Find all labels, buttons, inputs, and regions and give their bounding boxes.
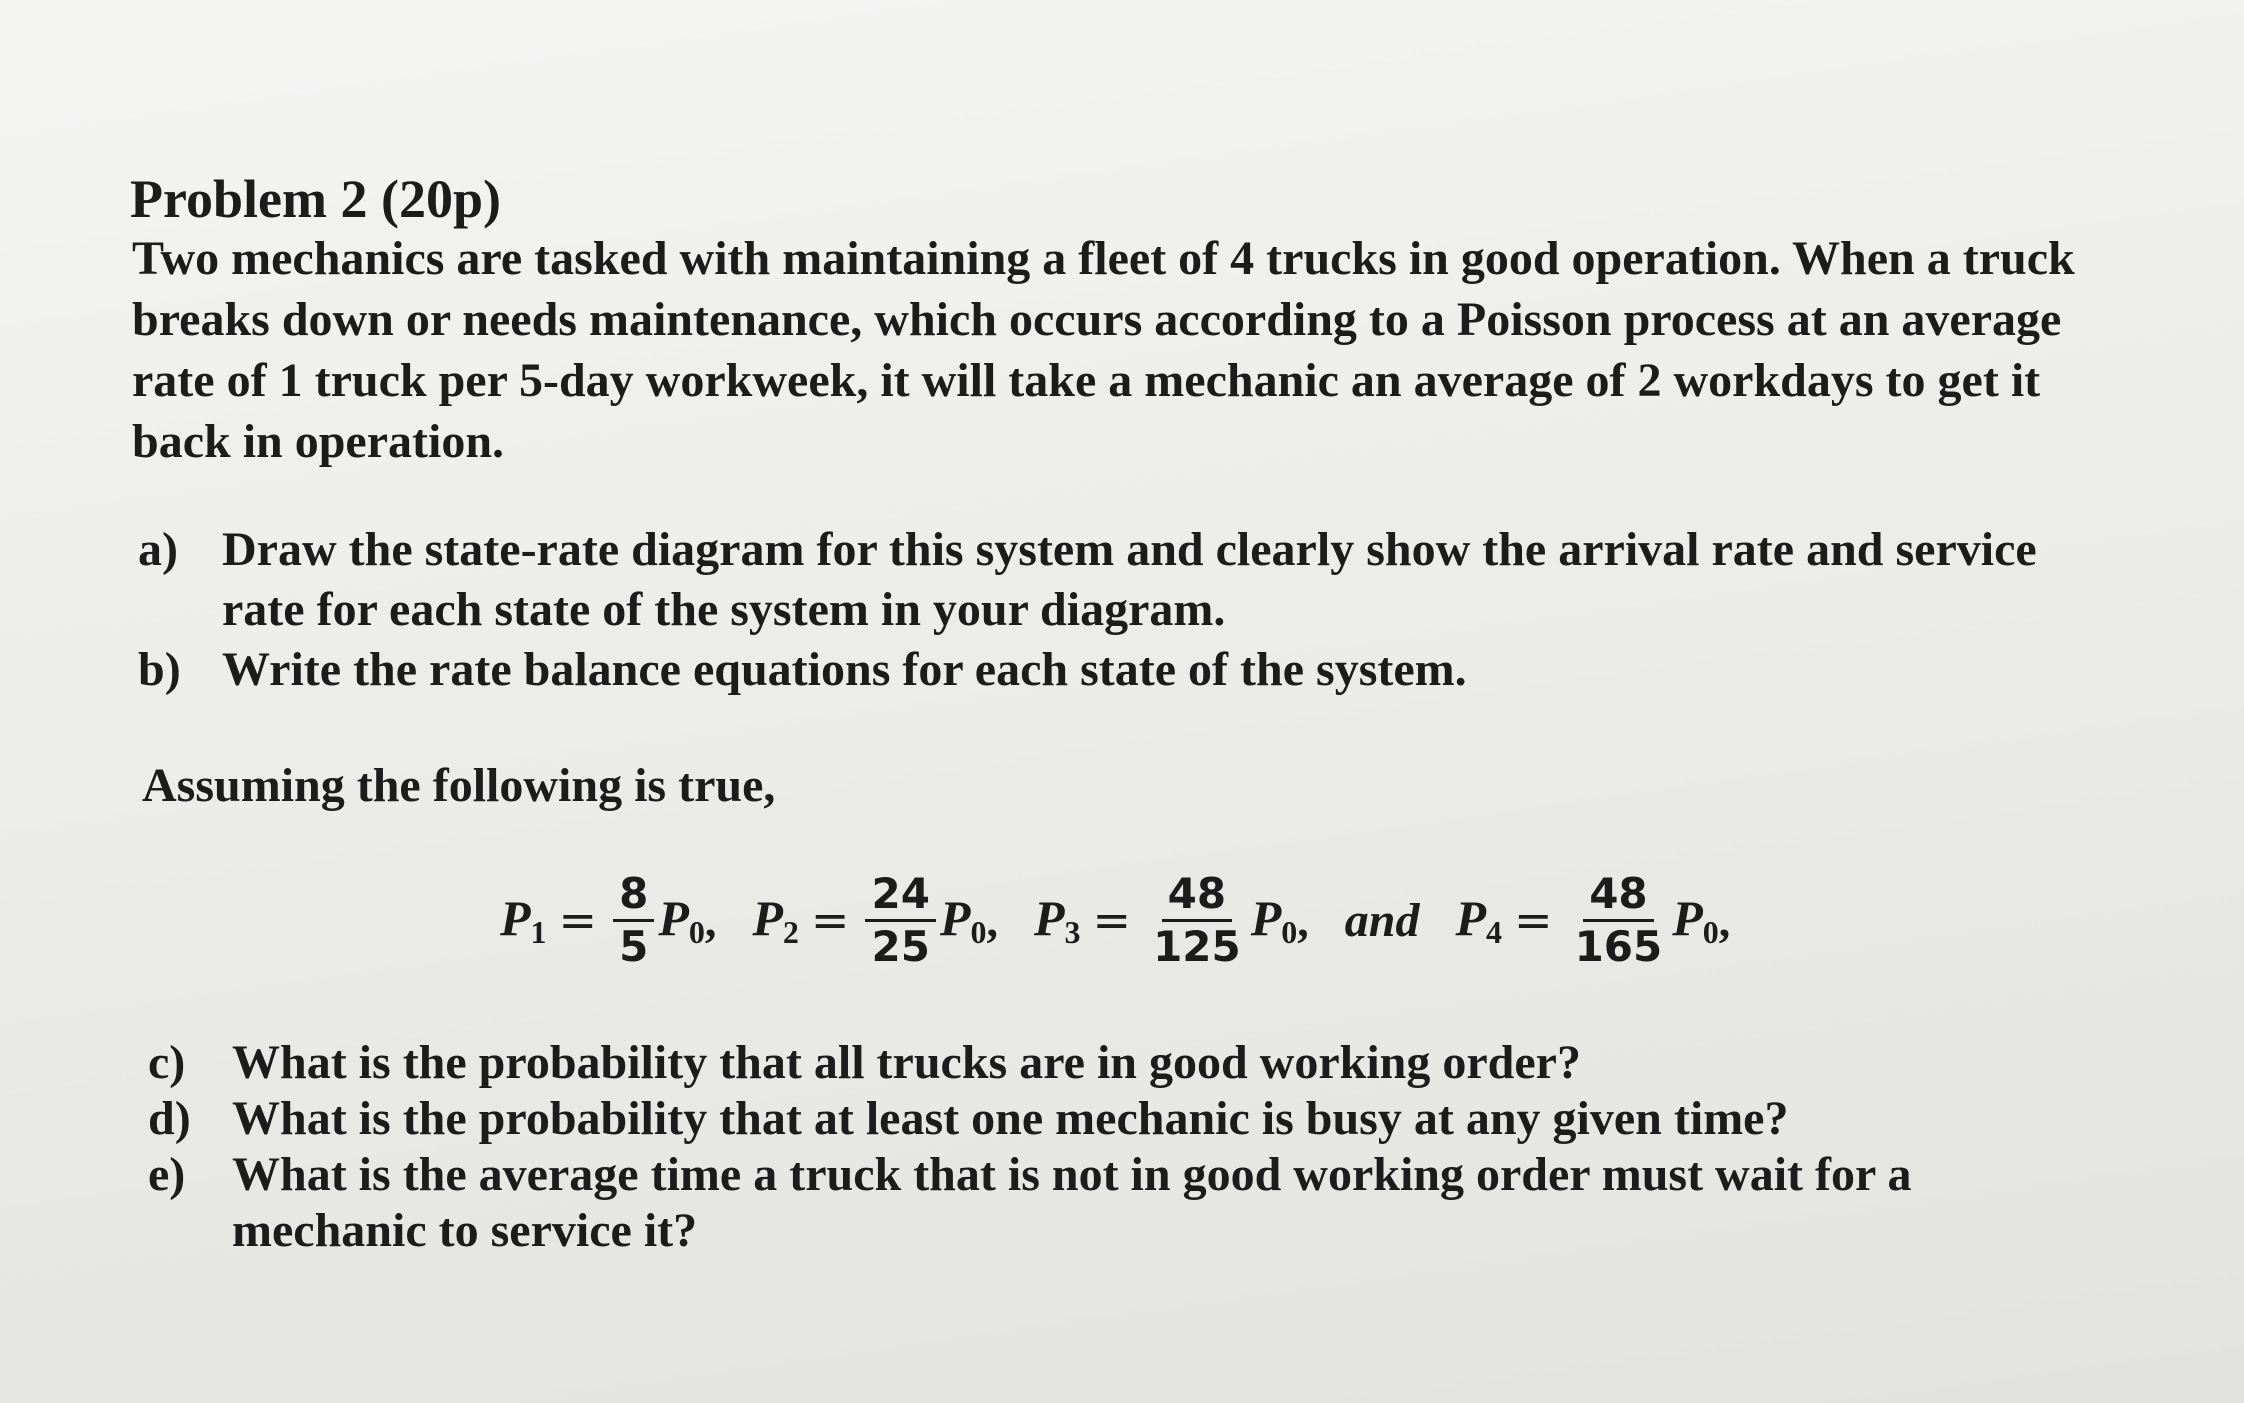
question-text: Draw the state-rate diagram for this system and clearly show the arrival rate and service rate for each state of the system in your diagram. xyxy=(222,523,2037,636)
fraction xyxy=(613,868,654,971)
equation-variable: $P_4$ xyxy=(1455,890,1503,950)
question-item-a xyxy=(138,520,2098,640)
question-text: Write the rate balance equations for each state of the system. xyxy=(222,643,1467,696)
fraction-denominator: 5 xyxy=(619,921,649,971)
equation-p2 xyxy=(752,868,1034,971)
equation-p3 xyxy=(1033,868,1345,971)
fraction xyxy=(865,868,935,971)
equals-sign: = xyxy=(1514,893,1553,947)
probability-equations xyxy=(500,855,1766,985)
fraction-numerator: 8 xyxy=(613,871,654,922)
question-label: a) xyxy=(138,523,178,576)
fraction-numerator: 48 xyxy=(1583,871,1653,922)
equation-separator: , xyxy=(1718,894,1731,946)
fraction xyxy=(1569,868,1669,971)
equation-separator: , xyxy=(986,894,998,946)
equals-sign: = xyxy=(1092,893,1132,947)
equation-p1 xyxy=(500,868,752,971)
questions-ce xyxy=(148,1035,2108,1259)
equation-variable: $P_1$ xyxy=(500,890,547,950)
equation-p0: $P_0$ xyxy=(1250,890,1298,950)
question-item-c xyxy=(148,1035,2108,1091)
problem-statement: Two mechanics are tasked with maintaining a fleet of 4 trucks in good operation. When a truck breaks down or needs maintenance, which occurs according to a Poisson process at an average rate of 1 truck per 5-day workweek, it will take a mechanic an average of 2 workdays to get it back in operation. xyxy=(132,232,2075,468)
question-item-e xyxy=(148,1147,2108,1259)
fraction xyxy=(1147,868,1247,971)
equation-p0: $P_0$ xyxy=(658,890,705,950)
fraction-denominator: 125 xyxy=(1153,921,1241,971)
question-text: What is the probability that all trucks are in good working order? xyxy=(232,1036,1581,1089)
fraction-denominator: 165 xyxy=(1574,921,1663,971)
equals-sign: = xyxy=(558,893,598,947)
question-label: c) xyxy=(148,1036,186,1089)
assumption-text: Assuming the following is true, xyxy=(142,759,776,812)
equation-separator: , xyxy=(1297,894,1309,946)
equation-p0: $P_0$ xyxy=(1672,890,1719,950)
question-label: d) xyxy=(148,1092,191,1145)
equation-conjunction: and xyxy=(1344,893,1420,947)
equation-p4 xyxy=(1455,868,1766,971)
question-item-d xyxy=(148,1091,2108,1147)
problem-title: Problem 2 (20p) xyxy=(130,169,501,229)
question-label: b) xyxy=(138,643,181,696)
equation-variable: $P_2$ xyxy=(752,890,799,950)
equals-sign: = xyxy=(810,893,850,947)
equation-variable: $P_3$ xyxy=(1033,890,1081,950)
equation-p0: $P_0$ xyxy=(939,890,987,950)
fraction-denominator: 25 xyxy=(871,921,930,971)
fraction-numerator: 48 xyxy=(1162,871,1232,922)
questions-ab xyxy=(138,520,2098,700)
fraction-numerator: 24 xyxy=(865,871,935,922)
equation-separator: , xyxy=(704,894,717,946)
question-label: e) xyxy=(148,1148,186,1201)
question-text: What is the probability that at least one mechanic is busy at any given time? xyxy=(232,1092,1789,1145)
question-text: What is the average time a truck that is not in good working order must wait for a mechanic to service it? xyxy=(232,1148,1912,1257)
question-item-b xyxy=(138,640,2098,700)
